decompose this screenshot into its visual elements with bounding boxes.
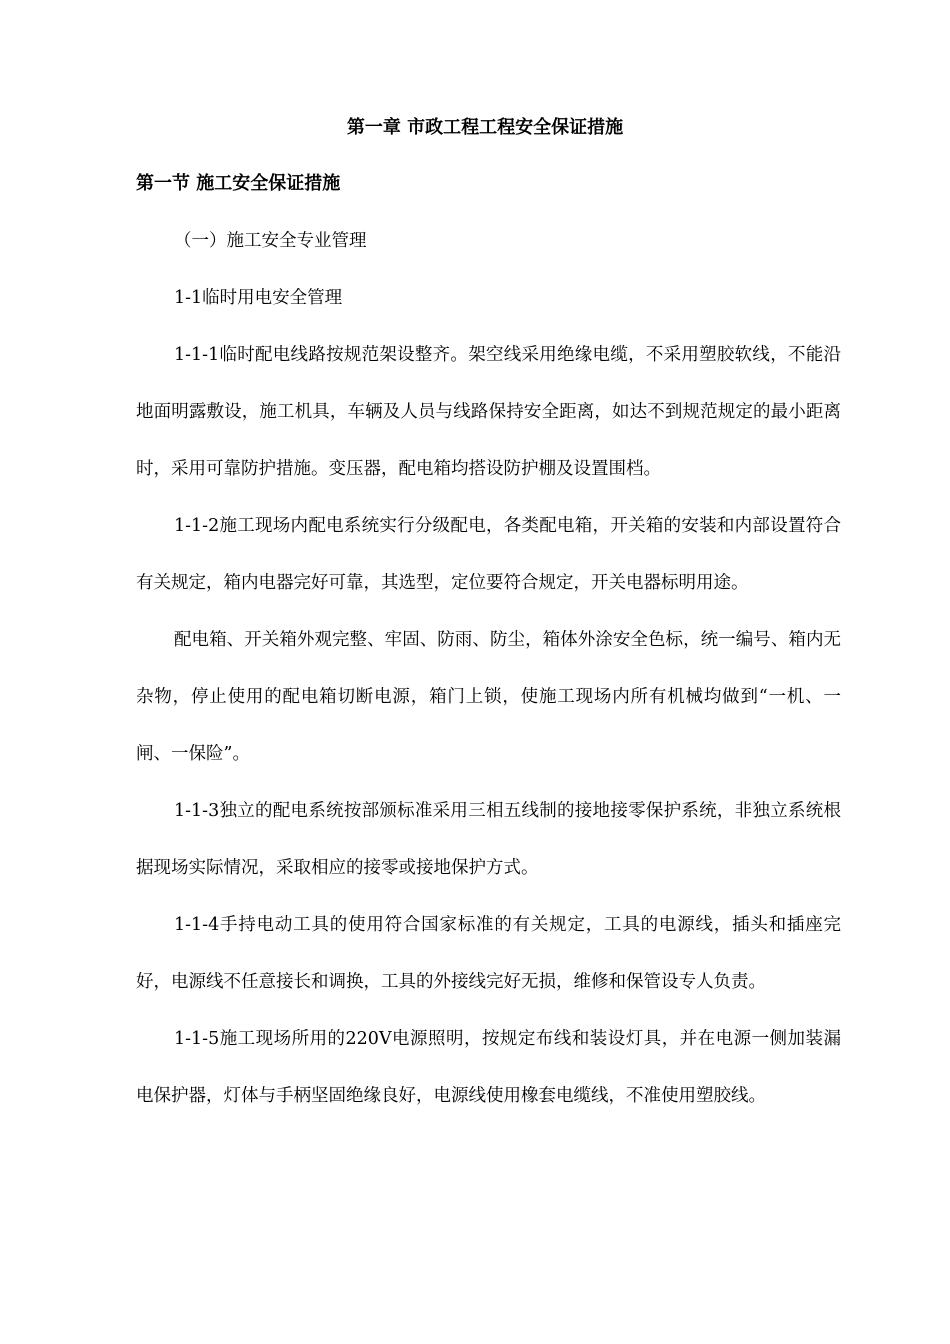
paragraph-1-1-3: 1-1-3独立的配电系统按部颁标准采用三相五线制的接地接零保护系统，非独立系统根据现场实际情况，采取相应的接零或接地保护方式。	[136, 801, 841, 878]
item-heading: 1-1临时用电安全管理	[174, 288, 343, 308]
paragraph-1-1-2: 1-1-2施工现场内配电系统实行分级配电，各类配电箱，开关箱的安装和内部设置符合有关规定，箱内电器完好可靠，其选型，定位要符合规定，开关电器标明用途。	[136, 516, 841, 593]
paragraph-1-1-5: 1-1-5施工现场所用的220V电源照明，按规定布线和装设灯具，并在电源一侧加装漏电保护器，灯体与手柄坚固绝缘良好，电源线使用橡套电缆线，不准使用塑胶线。	[136, 1029, 841, 1106]
section-title: 第一节 施工安全保证措施	[136, 173, 341, 194]
paragraph-1-1-1: 1-1-1临时配电线路按规范架设整齐。架空线采用绝缘电缆，不采用塑胶软线，不能沿地面明露敷设，施工机具，车辆及人员与线路保持安全距离，如达不到规范规定的最小距离时，采用可靠防护措施。变压器，配电箱均搭设防护棚及设置围档。	[136, 345, 841, 479]
paragraph-1-1-4: 1-1-4手持电动工具的使用符合国家标准的有关规定，工具的电源线，插头和插座完好，电源线不任意接长和调换，工具的外接线完好无损，维修和保管设专人负责。	[136, 915, 841, 992]
chapter-title: 第一章 市政工程工程安全保证措施	[346, 117, 624, 138]
subsection-heading: （一）施工安全专业管理	[174, 231, 367, 251]
paragraph-distribution-box: 配电箱、开关箱外观完整、牢固、防雨、防尘，箱体外涂安全色标，统一编号、箱内无杂物，停止使用的配电箱切断电源，箱门上锁，使施工现场内所有机械均做到“一机、一闸、一保险”。	[136, 630, 841, 764]
